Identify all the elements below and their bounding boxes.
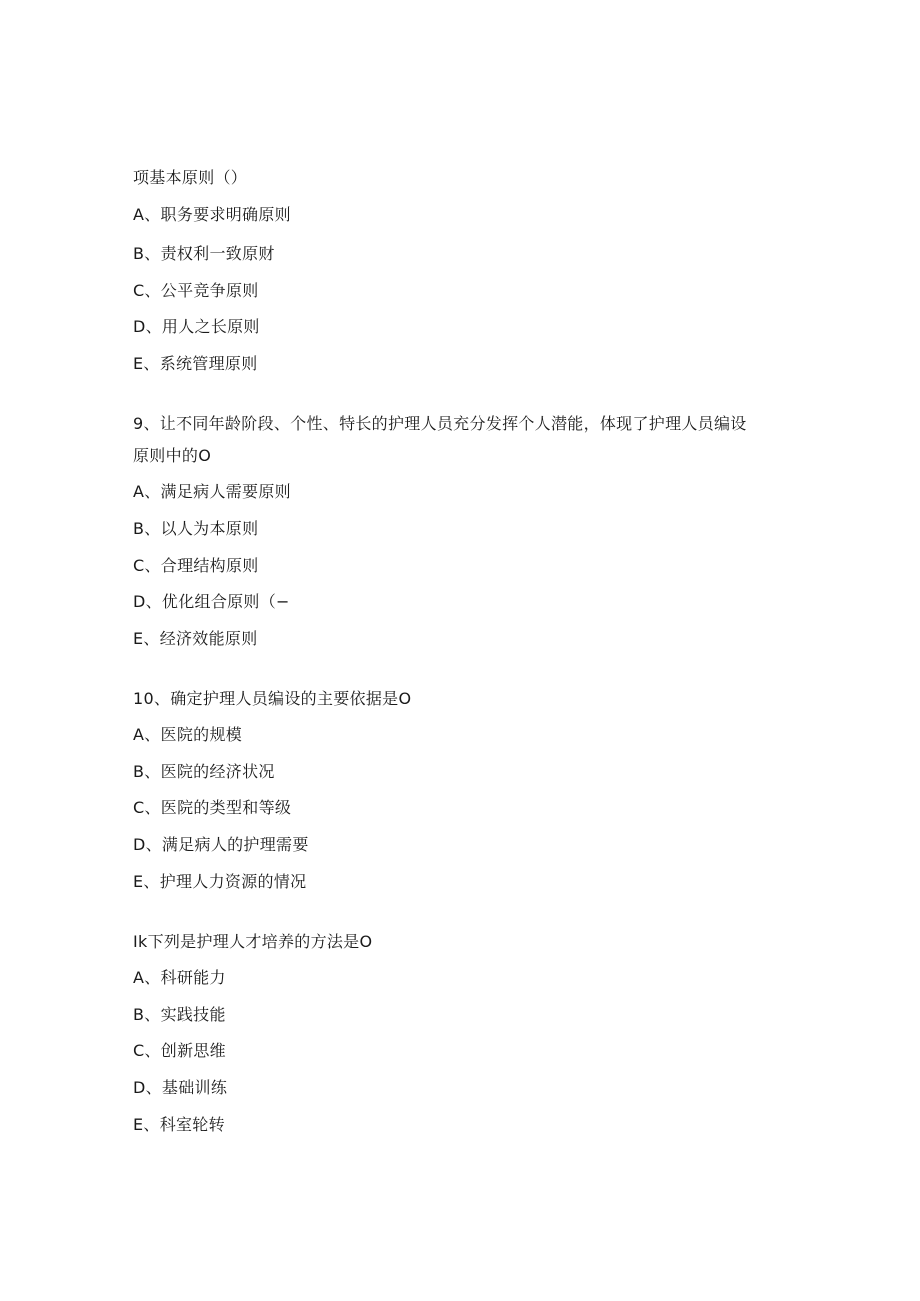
option-d: D、基础训练 xyxy=(133,1078,228,1097)
option-d: D、优化组合原则（− xyxy=(133,592,290,611)
question-stem: 9、让不同年龄阶段、个性、特长的护理人员充分发挥个人潜能，体现了护理人员编设 xyxy=(133,414,747,433)
option-c: C、合理结构原则 xyxy=(133,556,259,575)
option-a: A、医院的规模 xyxy=(133,725,243,744)
question-stem: Ik下列是护理人才培养的方法是O xyxy=(133,932,373,951)
question-stem: 项基本原则（） xyxy=(133,168,248,187)
option-d: D、满足病人的护理需要 xyxy=(133,835,309,854)
option-a: A、科研能力 xyxy=(133,968,226,987)
option-c: C、公平竞争原则 xyxy=(133,281,259,300)
option-b: B、责权利一致原财 xyxy=(133,244,275,263)
option-e: E、护理人力资源的情况 xyxy=(133,872,307,891)
option-e: E、系统管理原则 xyxy=(133,354,258,373)
option-c: C、创新思维 xyxy=(133,1041,226,1060)
option-a: A、满足病人需要原则 xyxy=(133,482,291,501)
option-e: E、经济效能原则 xyxy=(133,629,258,648)
option-a: A、职务要求明确原则 xyxy=(133,205,291,224)
question-stem: 10、确定护理人员编设的主要依据是O xyxy=(133,689,412,708)
question-stem-continued: 原则中的O xyxy=(133,446,212,465)
option-b: B、医院的经济状况 xyxy=(133,762,275,781)
option-b: B、实践技能 xyxy=(133,1005,226,1024)
option-c: C、医院的类型和等级 xyxy=(133,798,292,817)
option-b: B、以人为本原则 xyxy=(133,519,259,538)
option-e: E、科室轮转 xyxy=(133,1115,225,1134)
option-d: D、用人之长原则 xyxy=(133,317,260,336)
